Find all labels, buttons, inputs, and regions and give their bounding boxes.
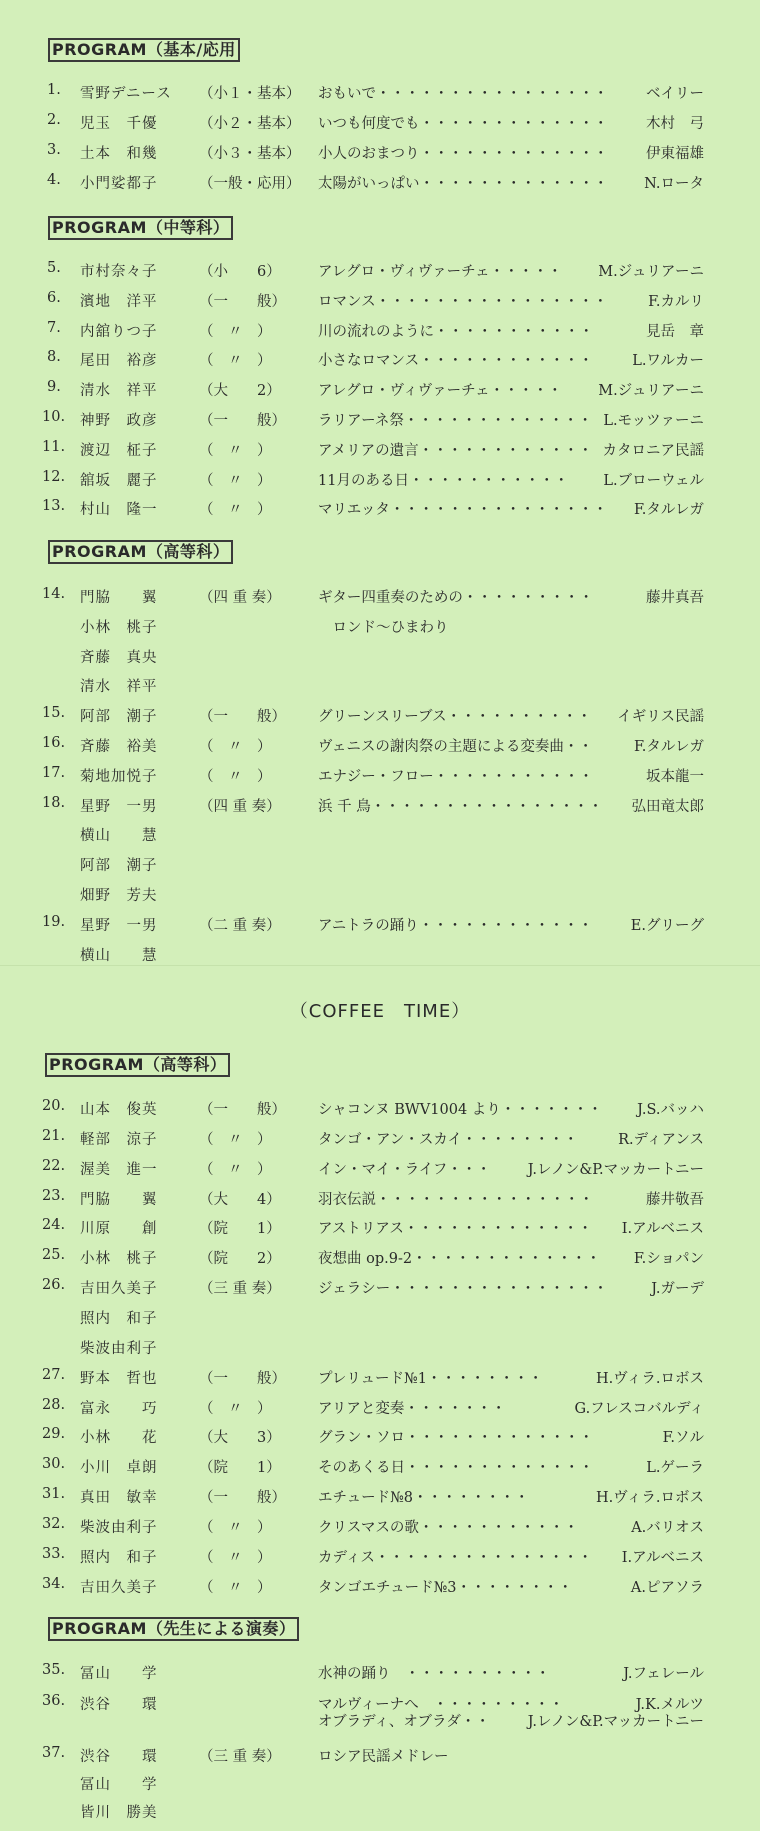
- entry-number: 29.: [42, 1426, 66, 1442]
- program-entry: [0, 82, 760, 112]
- performer-category: （一 般）: [199, 294, 286, 310]
- performer-category: （大 4）: [199, 1192, 281, 1208]
- piece-title: オブラディ、オブラダ・・: [318, 1714, 490, 1730]
- composer-name: 木村 弓: [646, 116, 704, 132]
- performer-name: 小林 花: [80, 1430, 158, 1446]
- performer-name: 軽部 涼子: [80, 1132, 158, 1148]
- composer-name: J.レノン&P.マッカートニー: [527, 1714, 704, 1730]
- piece-title: 水神の踊り ・・・・・・・・・・: [318, 1666, 550, 1682]
- section-heading: PROGRAM（高等科）: [48, 540, 233, 564]
- piece-title: いつも何度でも・・・・・・・・・・・・・: [318, 116, 608, 132]
- performer-name: 星野 一男: [80, 918, 158, 934]
- performer-name: 渋谷 環: [80, 1749, 158, 1765]
- piece-title: ロマンス・・・・・・・・・・・・・・・・: [318, 294, 608, 310]
- piece-title: 小人のおまつり・・・・・・・・・・・・・: [318, 146, 608, 162]
- entry-number: 13.: [42, 498, 66, 514]
- program-entry: [0, 705, 760, 735]
- performer-name: 皆川 勝美: [80, 1805, 158, 1821]
- program-entry: [0, 1367, 760, 1397]
- performer-category: （ 〃 ）: [199, 1132, 272, 1148]
- performer-category: （ 〃 ）: [199, 1580, 272, 1596]
- program-entry: [0, 1098, 760, 1128]
- performer-category: （四 重 奏）: [199, 590, 281, 606]
- performer-name: 真田 敏幸: [80, 1490, 158, 1506]
- section-heading: PROGRAM（基本/応用: [48, 38, 240, 62]
- performer-name: 渡辺 柾子: [80, 443, 158, 459]
- composer-name: A.バリオス: [631, 1520, 704, 1536]
- program-entry: [0, 616, 760, 646]
- entry-number: 18.: [42, 795, 66, 811]
- program-entry: [0, 172, 760, 202]
- composer-name: J.ガーデ: [651, 1281, 704, 1297]
- program-entry: [0, 824, 760, 854]
- composer-name: G.フレスコバルディ: [574, 1401, 704, 1417]
- program-entry: [0, 320, 760, 350]
- performer-category: （一 般）: [199, 1371, 286, 1387]
- performer-name: 門脇 翼: [80, 1192, 158, 1208]
- program-entry: [0, 1188, 760, 1218]
- composer-name: A.ピアソラ: [630, 1580, 704, 1596]
- entry-number: 15.: [42, 705, 66, 721]
- entry-number: 16.: [42, 735, 66, 751]
- performer-name: 市村奈々子: [80, 264, 158, 280]
- program-entry: [0, 379, 760, 409]
- entry-number: 3.: [47, 142, 61, 158]
- coffee-time-label: （COFFEE TIME）: [289, 1001, 471, 1022]
- piece-title: 太陽がいっぱい・・・・・・・・・・・・・: [318, 176, 608, 192]
- piece-title: アレグロ・ヴィヴァーチェ・・・・・: [318, 383, 563, 399]
- program-entry: [0, 1337, 760, 1367]
- composer-name: E.グリーグ: [630, 918, 704, 934]
- piece-title: シャコンヌ BWV1004 より・・・・・・・: [318, 1102, 603, 1118]
- piece-title: 11月のある日・・・・・・・・・・・: [318, 473, 569, 489]
- program-entry: [0, 1745, 760, 1775]
- entry-number: 17.: [42, 765, 66, 781]
- program-entry: [0, 1397, 760, 1427]
- performer-category: （ 〃 ）: [199, 1401, 272, 1417]
- composer-name: イギリス民謡: [617, 709, 704, 725]
- entry-number: 6.: [47, 290, 61, 306]
- piece-title: アリアと変奏・・・・・・・: [318, 1401, 506, 1417]
- composer-name: 藤井真吾: [646, 590, 704, 606]
- program-entry: [0, 142, 760, 172]
- performer-name: 雪野デニース: [80, 86, 172, 102]
- performer-category: （院 1）: [199, 1221, 281, 1237]
- piece-title: 浜 千 鳥・・・・・・・・・・・・・・・・: [318, 799, 603, 815]
- entry-number: 8.: [47, 349, 61, 365]
- performer-name: 照内 和子: [80, 1550, 158, 1566]
- performer-category: （ 〃 ）: [199, 443, 272, 459]
- performer-name: 渋谷 環: [80, 1697, 158, 1713]
- program-entry: [0, 1576, 760, 1606]
- piece-title: ジェラシー・・・・・・・・・・・・・・・: [318, 1281, 608, 1297]
- composer-name: M.ジュリアーニ: [598, 264, 704, 280]
- entry-number: 33.: [42, 1546, 66, 1562]
- composer-name: ベイリー: [646, 86, 704, 102]
- performer-name: 舘坂 麗子: [80, 473, 158, 489]
- entry-number: 1.: [47, 82, 61, 98]
- performer-category: （一 般）: [199, 709, 286, 725]
- performer-category: （三 重 奏）: [199, 1749, 281, 1765]
- entry-number: 12.: [42, 469, 66, 485]
- entry-number: 4.: [47, 172, 61, 188]
- performer-category: （ 〃 ）: [199, 1550, 272, 1566]
- entry-number: 30.: [42, 1456, 66, 1472]
- program-entry: [0, 795, 760, 825]
- piece-title: エチュード№8・・・・・・・・: [318, 1490, 530, 1506]
- performer-name: 渥美 進一: [80, 1162, 158, 1178]
- composer-name: L.ワルカー: [632, 353, 704, 369]
- performer-name: 菊地加悦子: [80, 769, 158, 785]
- entry-number: 27.: [42, 1367, 66, 1383]
- section-heading: PROGRAM（中等科）: [48, 216, 233, 240]
- composer-name: カタロニア民謡: [602, 443, 704, 459]
- entry-number: 26.: [42, 1277, 66, 1293]
- program-entry: [0, 1158, 760, 1188]
- performer-category: （ 〃 ）: [199, 739, 272, 755]
- program-entry: [0, 409, 760, 439]
- performer-name: 柴波由利子: [80, 1341, 158, 1357]
- performer-category: （院 1）: [199, 1460, 281, 1476]
- performer-category: （一 般）: [199, 1102, 286, 1118]
- performer-name: 畑野 芳夫: [80, 888, 158, 904]
- performer-category: （小２・基本）: [199, 116, 301, 132]
- composer-name: F.タルレガ: [633, 502, 704, 518]
- program-entry: [0, 884, 760, 914]
- composer-name: I.アルベニス: [621, 1221, 704, 1237]
- performer-category: （ 〃 ）: [199, 769, 272, 785]
- program-entry: [0, 1546, 760, 1576]
- program-entry: [0, 260, 760, 290]
- performer-category: （ 〃 ）: [199, 353, 272, 369]
- performer-name: 尾田 裕彦: [80, 353, 158, 369]
- piece-title: ラリアーネ祭・・・・・・・・・・・・・: [318, 413, 593, 429]
- performer-category: （ 〃 ）: [199, 473, 272, 489]
- program-entry: [0, 439, 760, 469]
- composer-name: R.ディアンス: [618, 1132, 704, 1148]
- piece-title: 夜想曲 op.9-2・・・・・・・・・・・・・: [318, 1251, 601, 1267]
- entry-number: 11.: [42, 439, 66, 455]
- performer-name: 小川 卓朗: [80, 1460, 158, 1476]
- performer-name: 山本 俊英: [80, 1102, 158, 1118]
- piece-title: 川の流れのように・・・・・・・・・・・: [318, 324, 594, 340]
- performer-name: 内舘りつ子: [80, 324, 158, 340]
- piece-title: アストリアス・・・・・・・・・・・・・: [318, 1221, 593, 1237]
- composer-name: F.ショパン: [633, 1251, 704, 1267]
- composer-name: J.K.メルツ: [635, 1697, 704, 1713]
- composer-name: 藤井敬吾: [646, 1192, 704, 1208]
- performer-name: 川原 創: [80, 1221, 158, 1237]
- performer-name: 照内 和子: [80, 1311, 158, 1327]
- piece-title: ヴェニスの謝肉祭の主題による変奏曲・・: [318, 739, 593, 755]
- program-entry: [0, 469, 760, 499]
- section-heading: PROGRAM（先生による演奏）: [48, 1617, 299, 1641]
- section-heading: PROGRAM（高等科）: [45, 1053, 230, 1077]
- composer-name: L.モッツァーニ: [603, 413, 704, 429]
- entry-number: 31.: [42, 1486, 66, 1502]
- piece-title: グラン・ソロ・・・・・・・・・・・・・: [318, 1430, 594, 1446]
- entry-number: 34.: [42, 1576, 66, 1592]
- performer-category: （二 重 奏）: [199, 918, 281, 934]
- performer-name: 門脇 翼: [80, 590, 158, 606]
- performer-name: 野本 哲也: [80, 1371, 158, 1387]
- program-entry: [0, 914, 760, 944]
- performer-name: 吉田久美子: [80, 1580, 158, 1596]
- composer-name: F.ソル: [662, 1430, 704, 1446]
- performer-name: 小林 桃子: [80, 620, 158, 636]
- program-entry: [0, 1710, 760, 1740]
- performer-category: （ 〃 ）: [199, 1162, 272, 1178]
- composer-name: 伊東福雄: [646, 146, 704, 162]
- entry-number: 24.: [42, 1217, 66, 1233]
- performer-name: 小門娑都子: [80, 176, 158, 192]
- piece-title: イン・マイ・ライフ・・・: [318, 1162, 491, 1178]
- piece-title: アニトラの踊り・・・・・・・・・・・・: [318, 918, 593, 934]
- program-entry: [0, 854, 760, 884]
- performer-category: （大 3）: [199, 1430, 281, 1446]
- performer-name: 富永 巧: [80, 1401, 158, 1417]
- piece-title: 羽衣伝説・・・・・・・・・・・・・・・: [318, 1192, 594, 1208]
- performer-name: 冨山 学: [80, 1777, 158, 1793]
- piece-title: カディス・・・・・・・・・・・・・・・: [318, 1550, 593, 1566]
- performer-category: （四 重 奏）: [199, 799, 281, 815]
- performer-name: 小林 桃子: [80, 1251, 158, 1267]
- piece-title: そのあくる日・・・・・・・・・・・・・: [318, 1460, 594, 1476]
- program-entry: [0, 765, 760, 795]
- piece-title: アレグロ・ヴィヴァーチェ・・・・・: [318, 264, 563, 280]
- program-entry: [0, 1773, 760, 1803]
- performer-name: 横山 慧: [80, 948, 158, 964]
- program-entry: [0, 1426, 760, 1456]
- program-entry: [0, 1486, 760, 1516]
- program-entry: [0, 1217, 760, 1247]
- performer-name: 吉田久美子: [80, 1281, 158, 1297]
- entry-number: 35.: [42, 1662, 66, 1678]
- piece-title: タンゴエチュード№3・・・・・・・・: [318, 1580, 573, 1596]
- performer-name: 児玉 千優: [80, 116, 158, 132]
- entry-number: 21.: [42, 1128, 66, 1144]
- entry-number: 7.: [47, 320, 61, 336]
- entry-number: 14.: [42, 586, 66, 602]
- composer-name: N.ロータ: [644, 176, 704, 192]
- performer-name: 清水 祥平: [80, 383, 158, 399]
- composer-name: H.ヴィラ.ロボス: [596, 1490, 704, 1506]
- performer-category: （大 2）: [199, 383, 281, 399]
- composer-name: 弘田竜太郎: [631, 799, 704, 815]
- program-entry: [0, 646, 760, 676]
- entry-number: 28.: [42, 1397, 66, 1413]
- composer-name: I.アルベニス: [621, 1550, 704, 1566]
- performer-name: 柴波由利子: [80, 1520, 158, 1536]
- piece-title: グリーンスリーブス・・・・・・・・・・: [318, 709, 592, 725]
- performer-category: （小３・基本）: [199, 146, 301, 162]
- performer-name: 冨山 学: [80, 1666, 158, 1682]
- entry-number: 2.: [47, 112, 61, 128]
- performer-name: 斉藤 裕美: [80, 739, 158, 755]
- entry-number: 9.: [47, 379, 61, 395]
- performer-name: 清水 祥平: [80, 679, 158, 695]
- program-entry: [0, 1456, 760, 1486]
- performer-name: 濱地 洋平: [80, 294, 158, 310]
- piece-title: ロンド～ひまわり: [318, 620, 449, 636]
- performer-category: （ 〃 ）: [199, 324, 272, 340]
- entry-number: 36.: [42, 1693, 66, 1709]
- composer-name: 見岳 章: [646, 324, 704, 340]
- composer-name: J.レノン&P.マッカートニー: [527, 1162, 704, 1178]
- page-fold-divider: [0, 965, 760, 966]
- performer-name: 斉藤 真央: [80, 650, 158, 666]
- entry-number: 25.: [42, 1247, 66, 1263]
- performer-category: （ 〃 ）: [199, 502, 272, 518]
- performer-name: 神野 政彦: [80, 413, 158, 429]
- performer-name: 横山 慧: [80, 828, 158, 844]
- entry-number: 19.: [42, 914, 66, 930]
- piece-title: ロシア民謡メドレー: [318, 1749, 449, 1765]
- piece-title: 小さなロマンス・・・・・・・・・・・・: [318, 353, 594, 369]
- program-entry: [0, 1277, 760, 1307]
- composer-name: L.ブローウェル: [603, 473, 704, 489]
- performer-name: 村山 隆一: [80, 502, 158, 518]
- program-entry: [0, 1128, 760, 1158]
- entry-number: 22.: [42, 1158, 66, 1174]
- program-entry: [0, 290, 760, 320]
- composer-name: F.カルリ: [648, 294, 704, 310]
- piece-title: マルヴィーナへ ・・・・・・・・・: [318, 1697, 564, 1713]
- program-entry: [0, 735, 760, 765]
- performer-category: （ 〃 ）: [199, 1520, 272, 1536]
- entry-number: 5.: [47, 260, 61, 276]
- program-entry: [0, 112, 760, 142]
- performer-category: （一 般）: [199, 1490, 286, 1506]
- composer-name: J.S.バッハ: [637, 1102, 704, 1118]
- program-entry: [0, 1516, 760, 1546]
- program-entry: [0, 498, 760, 528]
- composer-name: H.ヴィラ.ロボス: [596, 1371, 704, 1387]
- performer-category: （小１・基本）: [199, 86, 301, 102]
- program-entry: [0, 944, 760, 974]
- program-entry: [0, 586, 760, 616]
- program-entry: [0, 1662, 760, 1692]
- piece-title: エナジー・フロー・・・・・・・・・・・: [318, 769, 594, 785]
- piece-title: タンゴ・アン・スカイ・・・・・・・・: [318, 1132, 578, 1148]
- composer-name: M.ジュリアーニ: [598, 383, 704, 399]
- performer-category: （院 2）: [199, 1251, 281, 1267]
- piece-title: ギター四重奏のための・・・・・・・・・: [318, 590, 594, 606]
- program-entry: [0, 1801, 760, 1831]
- composer-name: F.タルレガ: [633, 739, 704, 755]
- program-entry: [0, 675, 760, 705]
- composer-name: 坂本龍一: [646, 769, 704, 785]
- performer-category: （小 6）: [199, 264, 281, 280]
- piece-title: マリエッタ・・・・・・・・・・・・・・・: [318, 502, 608, 518]
- program-entry: [0, 1307, 760, 1337]
- entry-number: 20.: [42, 1098, 66, 1114]
- entry-number: 32.: [42, 1516, 66, 1532]
- performer-name: 土本 和幾: [80, 146, 158, 162]
- piece-title: クリスマスの歌・・・・・・・・・・・: [318, 1520, 579, 1536]
- performer-name: 星野 一男: [80, 799, 158, 815]
- entry-number: 23.: [42, 1188, 66, 1204]
- program-entry: [0, 1247, 760, 1277]
- entry-number: 10.: [42, 409, 66, 425]
- composer-name: L.ゲーラ: [646, 1460, 704, 1476]
- entry-number: 37.: [42, 1745, 66, 1761]
- piece-title: アメリアの遺言・・・・・・・・・・・・: [318, 443, 593, 459]
- piece-title: プレリュード№1・・・・・・・・: [318, 1371, 543, 1387]
- performer-category: （一般・応用）: [199, 176, 301, 192]
- piece-title: おもいで・・・・・・・・・・・・・・・・: [318, 86, 608, 102]
- performer-name: 阿部 潮子: [80, 858, 158, 874]
- performer-category: （三 重 奏）: [199, 1281, 281, 1297]
- performer-name: 阿部 潮子: [80, 709, 158, 725]
- performer-category: （一 般）: [199, 413, 286, 429]
- program-entry: [0, 349, 760, 379]
- composer-name: J.フェレール: [623, 1666, 704, 1682]
